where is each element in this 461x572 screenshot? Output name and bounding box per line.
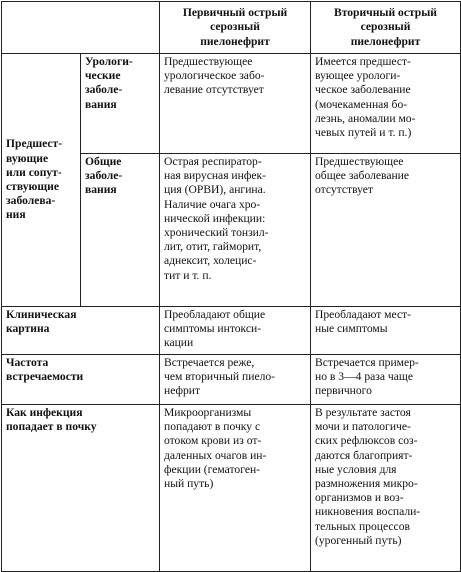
comparison-table xyxy=(1,1,461,572)
cell-general-secondary: Предшествующее общее заболевание отсутствует xyxy=(311,154,461,307)
cell-urological-secondary: Имеется предшест- вующее урологи- ческое заболевание (мочекаменная бо- лезнь, аномалии мо- чевых путей и т. п.) xyxy=(311,54,461,154)
row-label-general: Общие заболе- вания xyxy=(81,154,160,307)
row-label-urological: Урологи- ческие заболе- вания xyxy=(81,54,160,154)
row-route xyxy=(2,405,461,572)
cell-clinical-secondary: Преобладают мест- ные симптомы xyxy=(311,307,461,355)
cell-route-secondary: В результате застоя мочи и патологиче- ских рефлюксов соз- даются благоприят- ные условия для размножения микро- организмов и воз- никновения воспали- тельных процессов (урогенный путь) xyxy=(311,405,461,572)
cell-route-primary: Микроорганизмы попадают в почку с отоком крови из от- даленных очагов ин- фекции (гематоген- ный путь) xyxy=(160,405,311,572)
row-label-frequency: Частота встречаемости xyxy=(2,355,160,405)
cell-frequency-primary: Встречается реже, чем вторичный пиело- нефрит xyxy=(160,355,311,405)
header-empty-cell xyxy=(2,2,160,54)
header-primary-pyelonephritis: Первичный острый серозный пиелонефрит xyxy=(160,2,311,54)
header-secondary-pyelonephritis: Вторичный острый серозный пиелонефрит xyxy=(311,2,461,54)
header-row xyxy=(2,2,461,54)
cell-clinical-primary: Преобладают общие симптомы интокси- кации xyxy=(160,307,311,355)
cell-general-primary: Острая респиратор- ная вирусная инфек- ция (ОРВИ), ангина. Наличие очага хро- нической инфекции: хронический тонзил- лит, отит, гайморит, аднексит, холецис- тит и т. п. xyxy=(160,154,311,307)
row-label-clinical: Клиническая картина xyxy=(2,307,160,355)
row-urological xyxy=(2,54,461,154)
row-label-route: Как инфекция попадает в почку xyxy=(2,405,160,572)
row-frequency xyxy=(2,355,461,405)
row-label-preceding-diseases: Предшест- вующие или сопут- ствующие заболева- ния xyxy=(2,54,81,307)
cell-urological-primary: Предшествующее урологическое забо- левание отсутствует xyxy=(160,54,311,154)
row-clinical xyxy=(2,307,461,355)
cell-frequency-secondary: Встречается пример- но в 3—4 раза чаще первичного xyxy=(311,355,461,405)
